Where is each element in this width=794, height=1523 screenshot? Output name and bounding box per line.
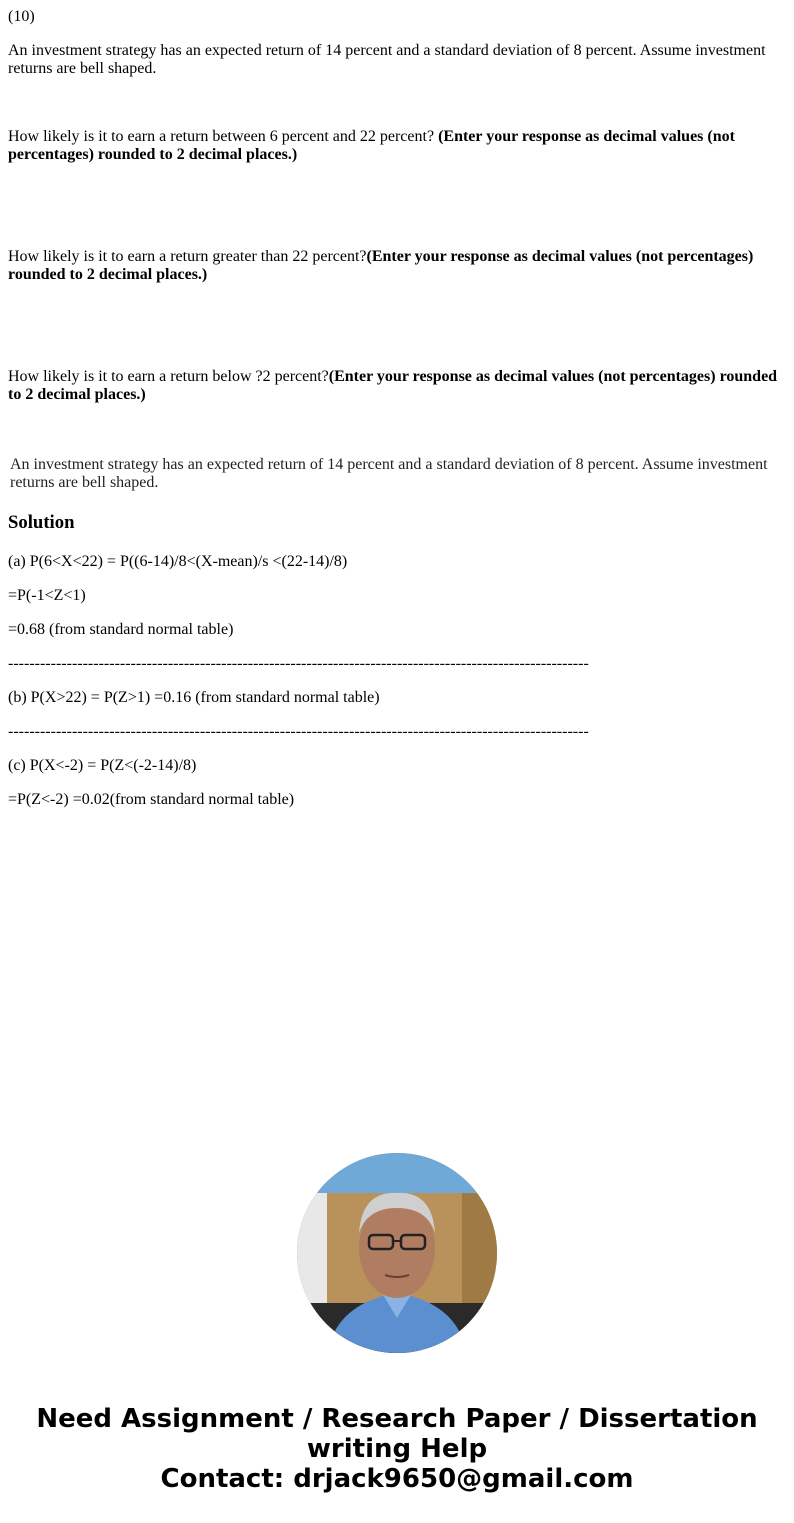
part-c-instruction: (Enter your response as decimal values (not percentages) rounded to 2 decimal places.) (8, 368, 778, 403)
tutor-avatar (297, 1153, 497, 1353)
footer-banner (0, 1404, 794, 1494)
question-part-a (8, 128, 786, 164)
footer-line: Need Assignment / Research Paper / Dissertation (36, 1404, 758, 1434)
part-b-instruction: (Enter your response as decimal values (not percentages) rounded to 2 decimal places.) (8, 248, 754, 283)
solution-heading: Solution (8, 512, 75, 533)
part-c-text: How likely is it to earn a return below ?2 percent? (8, 368, 329, 385)
question-part-b (8, 248, 786, 284)
separator: ------------------------------------------------------------------------------------------------------------- (8, 723, 589, 740)
solution-line: =P(Z<-2) =0.02(from standard normal table) (8, 791, 295, 808)
solution-line: (a) P(6<X<22) = P((6-14)/8<(X-mean)/s <(22-14)/8) (8, 553, 348, 570)
solution-line: (b) P(X>22) = P(Z>1) =0.16 (from standard normal table) (8, 689, 380, 706)
question-intro: An investment strategy has an expected return of 14 percent and a standard deviation of 8 percent. Assume investment returns are bell shaped. (8, 42, 766, 77)
question-part-c (8, 368, 786, 404)
question-intro-repeat: An investment strategy has an expected return of 14 percent and a standard deviation of 8 percent. Assume investment returns are bell shaped. (10, 456, 768, 491)
separator: ------------------------------------------------------------------------------------------------------------- (8, 655, 589, 672)
solution-line: =0.68 (from standard normal table) (8, 621, 234, 638)
part-a-text: How likely is it to earn a return between 6 percent and 22 percent? (8, 128, 439, 145)
footer-line: writing Help (306, 1434, 488, 1464)
question-number: (10) (8, 8, 35, 25)
solution-line: (c) P(X<-2) = P(Z<(-2-14)/8) (8, 757, 197, 774)
solution-line: =P(-1<Z<1) (8, 587, 86, 604)
part-a-instruction: (Enter your response as decimal values (not percentages) rounded to 2 decimal places.) (8, 128, 735, 163)
footer-contact: Contact: drjack9650@gmail.com (160, 1464, 634, 1494)
part-b-text: How likely is it to earn a return greater than 22 percent? (8, 248, 367, 265)
